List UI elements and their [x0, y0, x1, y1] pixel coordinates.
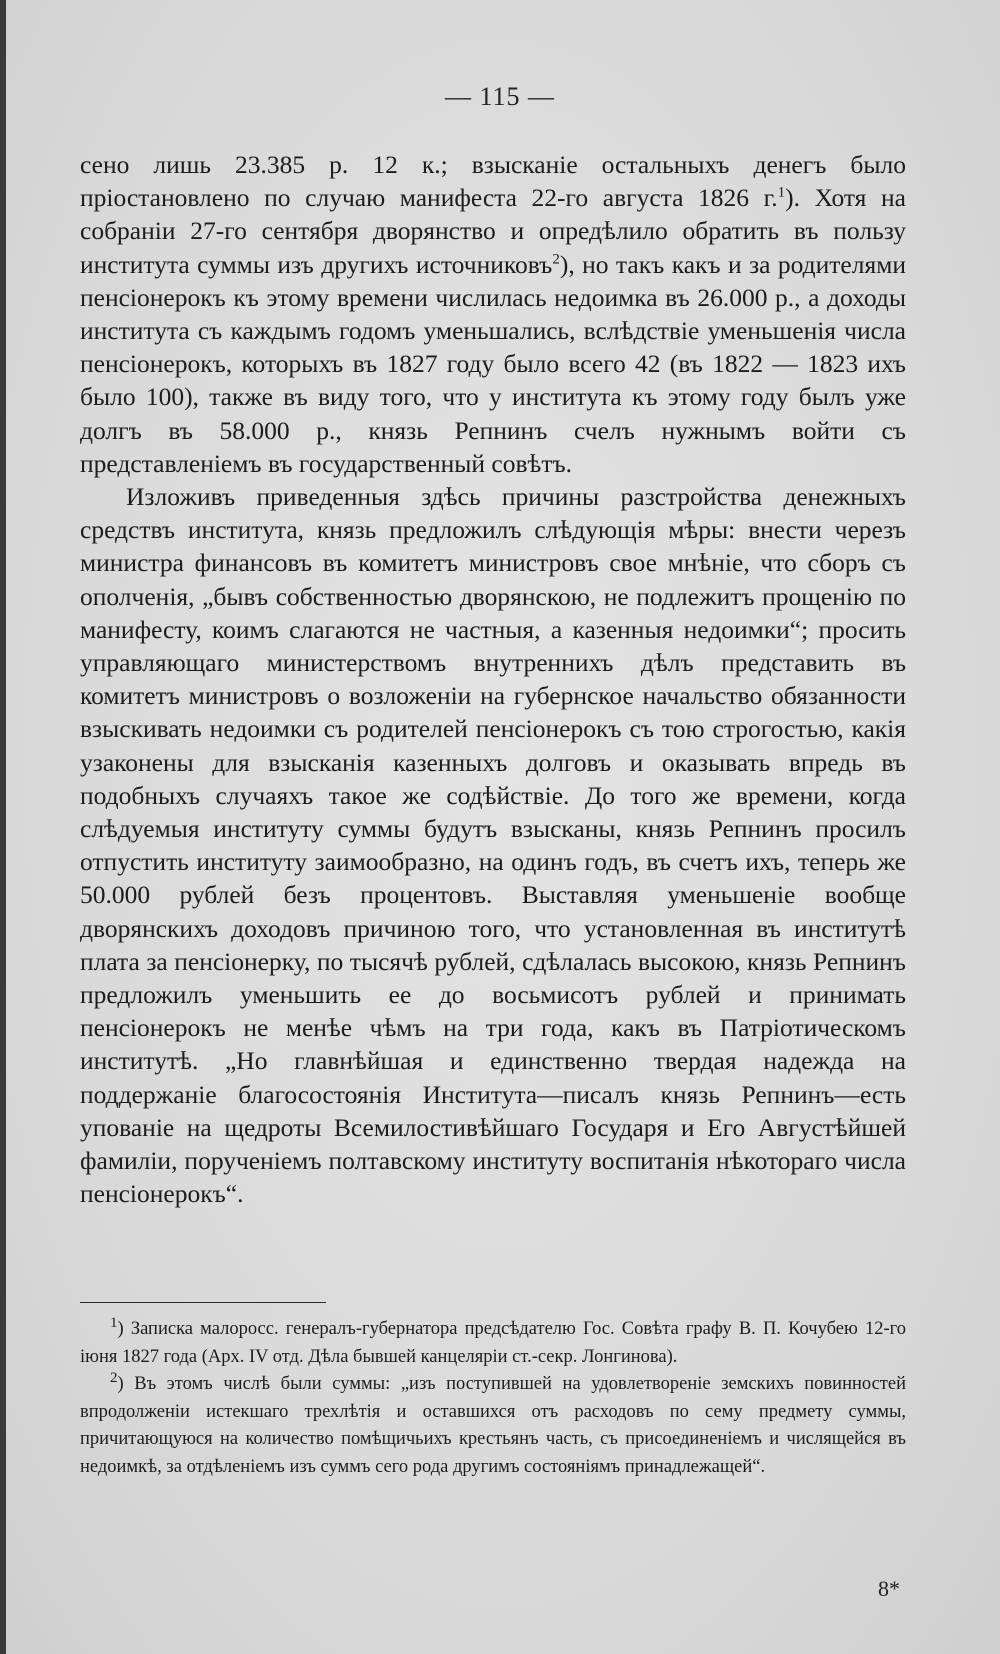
footnote-ref-2: 2: [552, 251, 560, 268]
main-text: [80, 148, 906, 1211]
paragraph-1-part-3: ), но такъ какъ и за родителями пенсіонерокъ къ этому времени числилась недоимка въ 26.000 р., а доходы института съ каждымъ годомъ уменьшались, вслѣдствіе уменьшенія числа пенсіонерокъ, которыхъ въ 1827 году было всего 42 (въ 1822 — 1823 ихъ было 100), также въ виду того, что у института къ этому году былъ уже долгъ въ 58.000 р., князь Репнинъ счелъ нужнымъ войти съ представленіемъ въ государственный совѣтъ.: [80, 249, 906, 478]
signature-mark: 8*: [878, 1576, 900, 1601]
footnote-ref-1: 1: [777, 184, 786, 201]
footnote-2: [80, 1371, 906, 1481]
paragraph-1-part-2: ). Хотя на собраніи 27-го сентября дворянство и опредѣлило обратить въ пользу института суммы изъ другихъ источниковъ: [80, 183, 906, 279]
paragraph-2: Изложивъ приведенныя здѣсь причины разстройства денежныхъ средствъ института, князь предложилъ слѣдующія мѣры: внести черезъ министра финансовъ въ комитетъ министровъ свое мнѣніе, что сборъ съ ополченія, „бывъ собственностью дворянскою, не подлежитъ прощенію по манифесту, коимъ слагаются не частныя, а казенныя недоимки“; просить управляющаго министерствомъ внутреннихъ дѣлъ представить въ комитетъ министровъ о возложеніи на губернское начальство обязанности взыскивать недоимки съ родителей пенсіонерокъ съ тою строгостью, какія узаконены для взысканія казенныхъ долговъ и оказывать впредь въ подобныхъ случаяхъ такое же содѣйствіе. До того же времени, когда слѣдуемыя институту суммы будутъ взысканы, князь Репнинъ просилъ отпустить институту заимообразно, на одинъ годъ, въ счетъ ихъ, теперь же 50.000 рублей безъ процентовъ. Выставляя уменьшеніе вообще дворянскихъ доходовъ причиною того, что установленная въ институтѣ плата за пенсіонерку, по тысячѣ рублей, сдѣлалась высокою, князь Репнинъ предложилъ уменьшить ее до восьмисотъ рублей и принимать пенсіонерокъ не менѣе чѣмъ на три года, какъ въ Патріотическомъ институтѣ. „Но главнѣйшая и единственно твердая надежда на поддержаніе благосостоянія Института—писалъ князь Репнинъ—есть упованіе на щедроты Всемилостивѣйшаго Государя и Его Августѣйшей фамиліи, порученіемъ полтавскому институту воспитанія нѣкотораго числа пенсіонерокъ“.: [80, 482, 906, 1209]
paragraph-1-part-1: сено лишь 23.385 р. 12 к.; взысканіе остальныхъ денегъ было пріостановлено по случаю манифеста 22-го августа 1826 г.: [80, 150, 906, 213]
footnote-1: [80, 1316, 906, 1371]
page-gutter-shadow: [0, 0, 6, 1654]
page-number: — 115 —: [444, 82, 556, 111]
footnote-1-text: ) Записка малоросс. генералъ-губернатора предсѣдателю Гос. Совѣта графу В. П. Кочубею 12-го іюня 1827 года (Арх. IV отд. Дѣла бывшей канцеляріи ст.-секр. Лонгинова).: [80, 1319, 906, 1367]
footnote-1-mark: 1: [110, 1314, 118, 1331]
footnotes: [80, 1316, 906, 1481]
footnote-2-text: ) Въ этомъ числѣ были суммы: „изъ поступившей на удовлетвореніе земскихъ повинностей впродолженіи истекшаго трехлѣтія и оставшихся отъ расходовъ по сему предмету суммы, причитающуюся на количество помѣщичьихъ крестьянъ часть, съ присоединеніемъ и числящейся въ недоимкѣ, за отдѣленіемъ изъ суммъ сего рода другимъ состояніямъ принадлежащей“.: [80, 1374, 906, 1477]
paragraph-1: [80, 148, 906, 480]
footnote-2-mark: 2: [110, 1369, 118, 1386]
footnote-separator: [80, 1302, 326, 1303]
